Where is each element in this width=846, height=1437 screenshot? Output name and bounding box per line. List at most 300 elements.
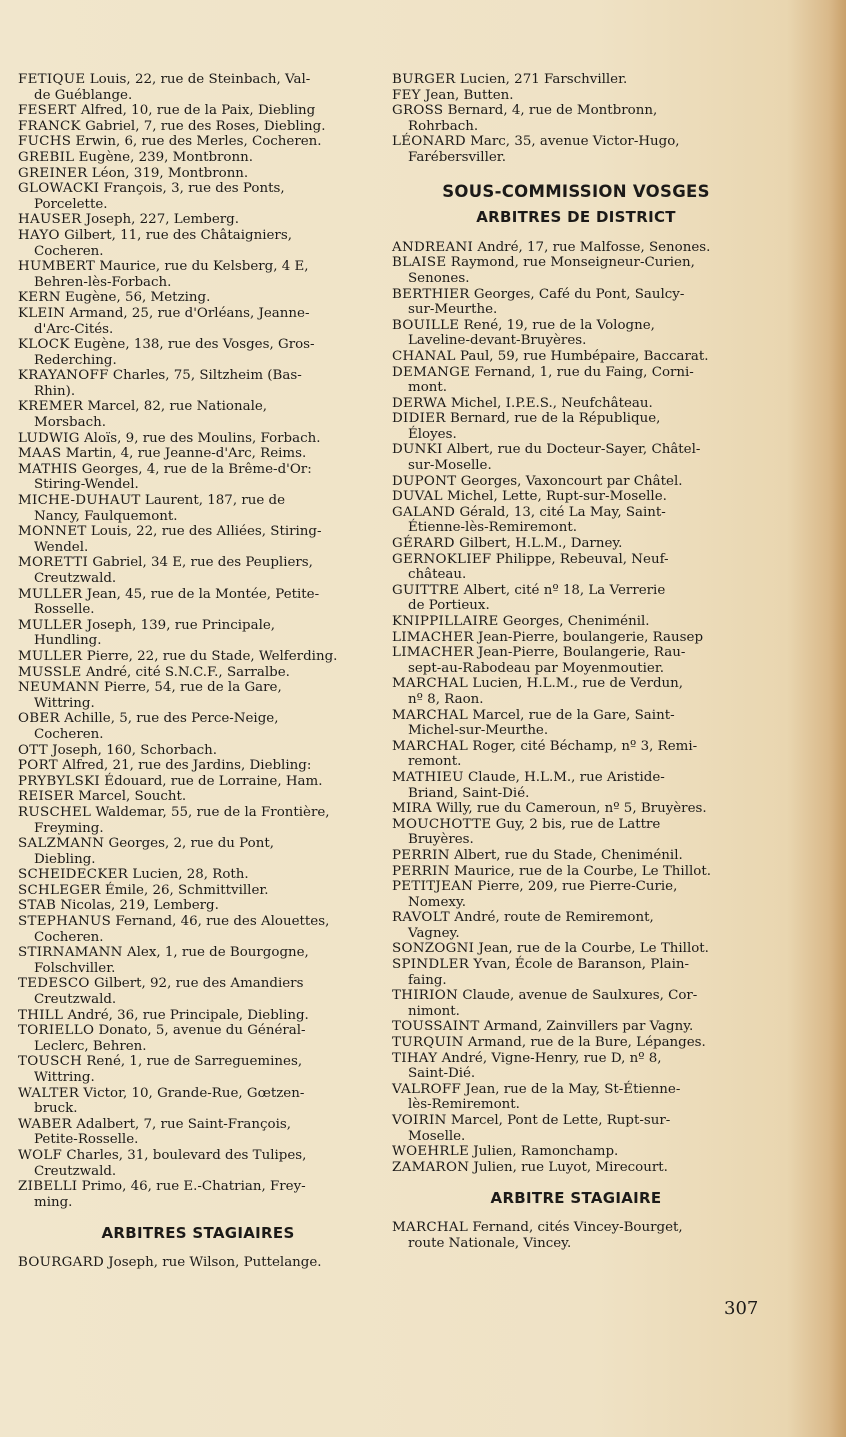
list-item [18, 150, 378, 166]
list-item [392, 318, 760, 349]
entry-details: Albert, rue du Docteur-Sayer, Châtel- [442, 442, 701, 458]
list-item [392, 134, 760, 165]
entry-details: Claude, avenue de Saulxures, Cor- [458, 988, 698, 1004]
entry-details: Jean, rue de la May, St-Étienne- [461, 1081, 681, 1097]
entry-surname: LUDWIG [18, 430, 80, 446]
entry-surname: MOUCHOTTE [392, 816, 492, 832]
entry-details: Jean, 45, rue de la Montée, Petite- [82, 586, 320, 602]
list-item [18, 368, 378, 399]
entry-continuation: d'Arc-Cités. [34, 321, 114, 337]
entry-surname: PRYBYLSKI [18, 773, 101, 789]
entry-details: René, 1, rue de Sarreguemines, [82, 1054, 303, 1070]
entry-continuation: de Portieux. [408, 598, 490, 614]
entry-details: Joseph, rue Wilson, Puttelange. [104, 1254, 322, 1270]
entry-details: Jean, rue de la Courbe, Le Thillot. [474, 941, 709, 957]
entry-surname: DIDIER [392, 411, 446, 427]
entry-details: Jean-Pierre, boulangerie, Rausep [473, 629, 704, 645]
list-item [392, 349, 760, 365]
entry-details: Marcel, Pont de Lette, Rupt-sur- [446, 1113, 671, 1128]
district-heading: ARBITRES DE DISTRICT [476, 208, 676, 227]
entry-details: Bernard, rue de la République, [445, 411, 661, 427]
entry-continuation: Creutzwald. [34, 571, 117, 586]
entry-continuation: Freyming. [34, 820, 104, 836]
list-item [18, 1117, 378, 1148]
entry-surname: STAB [18, 898, 57, 914]
list-item [392, 552, 760, 583]
entry-surname: TORIELLO [18, 1023, 95, 1039]
entry-surname: MONNET [18, 524, 87, 540]
list-item [18, 1086, 378, 1117]
entry-surname: KNIPPILLAIRE [392, 614, 499, 629]
list-item [392, 474, 760, 490]
entry-details: Adalbert, 7, rue Saint-François, [71, 1116, 292, 1132]
entry-continuation: Bruyères. [408, 832, 474, 848]
entry-details: André, Vigne-Henry, rue D, nº 8, [437, 1050, 662, 1066]
entry-details: Georges, 2, rue du Pont, [104, 836, 274, 852]
entry-continuation: Cocheren. [34, 243, 104, 259]
list-item [392, 910, 760, 941]
list-item [392, 630, 760, 646]
list-item [18, 290, 378, 306]
entry-details: Joseph, 227, Lemberg. [81, 212, 239, 228]
entry-details: Louis, 22, rue des Alliées, Stiring- [86, 524, 322, 540]
entry-continuation: Senones. [408, 270, 470, 286]
entry-surname: PERRIN [392, 863, 450, 879]
right-top-list [392, 72, 760, 166]
list-item [18, 649, 378, 665]
entry-surname: ZAMARON [392, 1159, 470, 1175]
entry-surname: SPINDLER [392, 957, 470, 973]
entry-details: Alex, 1, rue de Bourgogne, [122, 945, 309, 961]
entry-surname: MAAS [18, 446, 62, 462]
entry-details: Eugène, 138, rue des Vosges, Gros- [69, 337, 315, 353]
entry-details: Claude, H.L.M., rue Aristide- [463, 769, 665, 785]
entry-details: Willy, rue du Cameroun, nº 5, Bruyères. [431, 801, 707, 817]
list-item [18, 103, 378, 119]
entry-details: Georges, Cheniménil. [498, 614, 650, 629]
entry-details: Armand, 25, rue d'Orléans, Jeanne- [65, 305, 310, 321]
entry-details: Lucien, 28, Roth. [128, 867, 249, 883]
list-item [18, 945, 378, 976]
entry-surname: BURGER [392, 72, 456, 87]
entry-surname: RUSCHEL [18, 804, 92, 820]
list-item [392, 614, 760, 630]
list-item [18, 711, 378, 742]
entry-details: Roger, cité Béchamp, nº 3, Remi- [468, 738, 698, 754]
entry-surname: TOUSSAINT [392, 1019, 480, 1035]
entry-details: Marc, 35, avenue Victor-Hugo, [465, 134, 680, 150]
entry-surname: ZIBELLI [18, 1179, 78, 1195]
entry-details: René, 19, rue de la Vologne, [459, 317, 655, 333]
entry-details: Albert, rue du Stade, Cheniménil. [449, 847, 683, 863]
entry-continuation: ming. [34, 1194, 73, 1210]
entry-surname: FUCHS [18, 134, 72, 150]
entry-details: Philippe, Rebeuval, Neuf- [491, 551, 669, 567]
entry-details: Maurice, rue de la Courbe, Le Thillot. [449, 863, 711, 879]
entry-surname: TEDESCO [18, 976, 90, 992]
entry-continuation: sept-au-Rabodeau par Moyenmoutier. [408, 660, 665, 676]
entry-details: Émile, 26, Schmittviller. [100, 882, 269, 898]
list-item [18, 119, 378, 135]
entry-details: Albert, cité nº 18, La Verrerie [459, 582, 666, 598]
entry-continuation: nimont. [408, 1003, 460, 1019]
entry-details: Louis, 22, rue de Steinbach, Val- [85, 72, 311, 87]
entry-surname: KRAYANOFF [18, 368, 109, 384]
list-item [392, 676, 760, 707]
list-item [392, 1019, 760, 1035]
list-item [392, 1035, 760, 1051]
entry-continuation: Hundling. [34, 633, 102, 649]
entry-details: Gilbert, 92, rue des Amandiers [89, 976, 304, 992]
entry-continuation: faing. [408, 972, 447, 988]
list-item [18, 555, 378, 586]
entry-surname: MIRA [392, 801, 432, 817]
list-item [18, 758, 378, 774]
list-item [18, 72, 378, 103]
entry-surname: NEUMANN [18, 680, 100, 696]
entry-continuation: Rederching. [34, 352, 117, 368]
list-item [392, 941, 760, 957]
right-column [392, 72, 760, 1251]
entry-surname: MARCHAL [392, 707, 469, 723]
entry-details: Gérald, 13, cité La May, Saint- [455, 504, 666, 520]
entry-surname: GALAND [392, 504, 456, 520]
entry-details: Bernard, 4, rue de Montbronn, [443, 103, 658, 119]
entry-surname: VOIRIN [392, 1113, 447, 1128]
entry-surname: MUSSLE [18, 664, 82, 680]
list-item [18, 399, 378, 430]
entry-details: Joseph, 139, rue Principale, [82, 617, 276, 633]
list-item [18, 446, 378, 462]
entry-surname: HAUSER [18, 212, 82, 228]
list-item [392, 879, 760, 910]
list-item [18, 883, 378, 899]
entry-continuation: Wittring. [34, 695, 95, 711]
entry-details: Victor, 10, Grande-Rue, Gœtzen- [79, 1085, 305, 1101]
entry-details: Achille, 5, rue des Perce-Neige, [59, 711, 279, 727]
list-item [18, 898, 378, 914]
entry-surname: GREBIL [18, 149, 75, 165]
entry-surname: KERN [18, 290, 61, 306]
entry-surname: REISER [18, 789, 74, 805]
list-item [18, 181, 378, 212]
entry-continuation: Cocheren. [34, 726, 104, 742]
entry-surname: WOEHRLE [392, 1144, 470, 1160]
entry-details: Alfred, 10, rue de la Paix, Diebling [76, 103, 316, 119]
entry-continuation: nº 8, Raon. [408, 691, 484, 707]
entry-surname: MARCHAL [392, 676, 469, 692]
entry-continuation: Stiring-Wendel. [34, 477, 139, 493]
entry-surname: BLAISE [392, 255, 447, 271]
list-item [392, 103, 760, 134]
list-item [392, 72, 760, 88]
entry-continuation: sur-Meurthe. [408, 302, 498, 318]
list-item [392, 1144, 760, 1160]
entry-continuation: Nancy, Faulquemont. [34, 508, 178, 524]
entry-continuation: château. [408, 567, 467, 583]
list-item [392, 817, 760, 848]
entry-surname: DUPONT [392, 473, 457, 489]
entry-surname: OTT [18, 742, 48, 758]
entry-details: Joseph, 160, Schorbach. [48, 742, 217, 758]
list-item [392, 88, 760, 104]
list-item [392, 645, 760, 676]
entry-continuation: Moselle. [408, 1128, 466, 1144]
entry-surname: FRANCK [18, 118, 81, 134]
left-stagiaire-list [18, 1255, 378, 1271]
entry-surname: SCHEIDECKER [18, 867, 129, 883]
entry-continuation: route Nationale, Vincey. [408, 1235, 572, 1251]
list-item [392, 396, 760, 412]
entry-continuation: Rohrbach. [408, 118, 479, 134]
list-item [18, 665, 378, 681]
left-arbitre-list [18, 72, 378, 1210]
list-item [18, 337, 378, 368]
entry-surname: GERNOKLIEF [392, 551, 492, 567]
entry-continuation: Wendel. [34, 539, 89, 555]
entry-details: Maurice, rue du Kelsberg, 4 E, [95, 259, 309, 275]
entry-details: Julien, rue Luyot, Mirecourt. [469, 1159, 668, 1175]
list-item [18, 166, 378, 182]
entry-surname: VALROFF [392, 1081, 462, 1097]
left-stagiaires-heading: ARBITRES STAGIAIRES [101, 1224, 295, 1243]
list-item [18, 867, 378, 883]
stagiaire-heading: ARBITRE STAGIAIRE [490, 1189, 662, 1208]
entry-surname: WALTER [18, 1085, 80, 1101]
list-item [18, 587, 378, 618]
list-item [18, 743, 378, 759]
entry-details: Eugène, 239, Montbronn. [74, 149, 253, 165]
entry-surname: THILL [18, 1007, 64, 1023]
entry-surname: PETITJEAN [392, 879, 474, 895]
entry-details: Gilbert, 11, rue des Châtaigniers, [59, 227, 292, 243]
entry-surname: DERWA [392, 395, 447, 411]
entry-details: Gabriel, 7, rue des Roses, Diebling. [80, 118, 326, 134]
entry-continuation: Saint-Dié. [408, 1066, 476, 1082]
entry-details: Fernand, cités Vincey-Bourget, [468, 1219, 683, 1235]
entry-details: Lucien, H.L.M., rue de Verdun, [468, 676, 684, 692]
entry-surname: TOUSCH [18, 1054, 83, 1070]
entry-continuation: Wittring. [34, 1070, 95, 1085]
entry-details: André, cité S.N.C.F., Sarralbe. [81, 664, 290, 680]
list-item [392, 848, 760, 864]
entry-surname: ANDREANI [392, 239, 474, 255]
entry-details: Marcel, 82, rue Nationale, [83, 399, 268, 415]
entry-surname: OBER [18, 711, 60, 727]
entry-details: André, 36, rue Principale, Diebling. [63, 1007, 309, 1023]
entry-details: Eugène, 56, Metzing. [60, 290, 211, 306]
entry-surname: BOUILLE [392, 317, 460, 333]
entry-surname: RAVOLT [392, 910, 451, 926]
entry-details: Laurent, 187, rue de [140, 493, 286, 509]
entry-continuation: Cocheren. [34, 929, 104, 945]
entry-details: Guy, 2 bis, rue de Lattre [491, 816, 661, 832]
entry-surname: SALZMANN [18, 836, 105, 852]
entry-continuation: de Guéblange. [34, 87, 133, 103]
entry-surname: MARCHAL [392, 1219, 469, 1235]
entry-continuation: Rhin). [34, 383, 76, 399]
entry-details: Raymond, rue Monseigneur-Curien, [446, 255, 695, 271]
entry-continuation: Diebling. [34, 851, 96, 867]
entry-continuation: Michel-sur-Meurthe. [408, 723, 549, 739]
entry-surname: GLOWACKI [18, 181, 100, 197]
entry-surname: PERRIN [392, 847, 450, 863]
right-stagiaire-list [392, 1220, 760, 1251]
entry-details: André, route de Remiremont, [450, 910, 654, 926]
entry-surname: KLEIN [18, 305, 66, 321]
list-item [392, 365, 760, 396]
entry-details: André, 17, rue Malfosse, Senones. [473, 239, 711, 255]
list-item [392, 957, 760, 988]
list-item [18, 1023, 378, 1054]
list-item [18, 228, 378, 259]
list-item [18, 134, 378, 150]
list-item [392, 1051, 760, 1082]
section-title: SOUS-COMMISSION VOSGES [442, 181, 710, 201]
list-item [18, 1054, 378, 1085]
entry-surname: WABER [18, 1116, 72, 1132]
entry-details: Georges, 4, rue de la Brême-d'Or: [77, 461, 312, 477]
list-item [392, 489, 760, 505]
list-item [18, 431, 378, 447]
entry-details: Fernand, 1, rue du Faing, Corni- [470, 364, 694, 380]
list-item [18, 259, 378, 290]
entry-surname: BERTHIER [392, 286, 470, 302]
list-item [392, 583, 760, 614]
entry-continuation: Creutzwald. [34, 992, 117, 1008]
list-item [392, 988, 760, 1019]
list-item [18, 914, 378, 945]
list-item [18, 1148, 378, 1179]
list-item [18, 524, 378, 555]
entry-surname: MARCHAL [392, 738, 469, 754]
list-item [18, 1179, 378, 1210]
page-number: 307 [724, 1298, 759, 1319]
entry-details: Marcel, Soucht. [73, 789, 187, 805]
entry-continuation: sur-Moselle. [408, 458, 492, 474]
entry-details: Gabriel, 34 E, rue des Peupliers, [88, 555, 313, 571]
entry-surname: FETIQUE [18, 72, 86, 87]
entry-surname: DUVAL [392, 489, 443, 505]
entry-continuation: mont. [408, 380, 448, 396]
entry-continuation: Laveline-devant-Bruyères. [408, 333, 587, 349]
entry-surname: FESERT [18, 103, 77, 119]
entry-surname: KREMER [18, 399, 84, 415]
list-item [18, 680, 378, 711]
entry-details: Nicolas, 219, Lemberg. [56, 898, 219, 914]
entry-continuation: Leclerc, Behren. [34, 1038, 147, 1054]
entry-details: François, 3, rue des Ponts, [99, 181, 285, 197]
entry-details: Michel, I.P.E.S., Neufchâteau. [446, 395, 653, 411]
list-item [392, 536, 760, 552]
entry-details: Léon, 319, Montbronn. [87, 165, 249, 181]
list-item [392, 864, 760, 880]
entry-details: Waldemar, 55, rue de la Frontière, [91, 804, 330, 820]
list-item [392, 442, 760, 473]
entry-surname: KLOCK [18, 337, 70, 353]
entry-continuation: Folschviller. [34, 960, 116, 976]
entry-continuation: Vagney. [408, 925, 460, 941]
list-item [392, 240, 760, 256]
list-item [392, 801, 760, 817]
entry-details: Paul, 59, rue Humbépaire, Baccarat. [455, 348, 709, 364]
entry-surname: THIRION [392, 988, 459, 1004]
list-item [392, 287, 760, 318]
entry-details: Gilbert, H.L.M., Darney. [454, 536, 623, 552]
district-arbitre-list [392, 240, 760, 1176]
entry-continuation: Morsbach. [34, 415, 106, 431]
entry-details: Georges, Café du Pont, Saulcy- [469, 286, 685, 302]
list-item [392, 739, 760, 770]
left-column [18, 72, 378, 1271]
entry-details: Aloïs, 9, rue des Moulins, Forbach. [79, 430, 321, 446]
list-item [18, 836, 378, 867]
list-item [392, 1082, 760, 1113]
entry-details: Édouard, rue de Lorraine, Ham. [100, 773, 323, 789]
list-item [18, 462, 378, 493]
entry-details: Charles, 75, Siltzheim (Bas- [108, 368, 302, 384]
entry-surname: LÉONARD [392, 134, 466, 150]
list-item [392, 255, 760, 286]
entry-details: Charles, 31, boulevard des Tulipes, [62, 1147, 307, 1163]
entry-surname: LIMACHER [392, 645, 474, 661]
entry-continuation: Petite-Rosselle. [34, 1132, 139, 1148]
list-item [18, 306, 378, 337]
entry-details: Primo, 46, rue E.-Chatrian, Frey- [77, 1179, 306, 1195]
entry-continuation: Rosselle. [34, 602, 95, 618]
list-item [18, 976, 378, 1007]
list-item [18, 1008, 378, 1024]
entry-surname: SCHLEGER [18, 882, 101, 898]
list-item [392, 1160, 760, 1176]
entry-details: Pierre, 22, rue du Stade, Welferding. [82, 648, 338, 664]
entry-details: Fernand, 46, rue des Alouettes, [111, 914, 330, 930]
entry-surname: STEPHANUS [18, 914, 112, 930]
list-item [392, 708, 760, 739]
entry-surname: PORT [18, 758, 58, 774]
entry-surname: BOURGARD [18, 1254, 105, 1270]
entry-continuation: Éloyes. [408, 426, 457, 442]
entry-details: Armand, Zainvillers par Vagny. [479, 1019, 694, 1035]
entry-surname: MICHE-DUHAUT [18, 493, 141, 509]
entry-details: Lucien, 271 Farschviller. [455, 72, 628, 87]
entry-surname: GUITTRE [392, 582, 460, 598]
list-item [18, 618, 378, 649]
entry-surname: MULLER [18, 586, 83, 602]
entry-surname: TURQUIN [392, 1035, 464, 1051]
list-item [392, 770, 760, 801]
entry-continuation: lès-Remiremont. [408, 1097, 520, 1113]
entry-surname: MATHIEU [392, 769, 464, 785]
list-item [18, 212, 378, 228]
entry-continuation: Behren-lès-Forbach. [34, 274, 172, 290]
entry-surname: MATHIS [18, 461, 78, 477]
entry-surname: GROSS [392, 103, 444, 119]
entry-surname: SONZOGNI [392, 941, 475, 957]
entry-surname: FEY [392, 87, 421, 103]
entry-surname: DUNKI [392, 442, 443, 458]
entry-details: Pierre, 54, rue de la Gare, [99, 680, 282, 696]
entry-details: Jean-Pierre, Boulangerie, Rau- [473, 645, 686, 661]
entry-surname: CHANAL [392, 348, 456, 364]
entry-continuation: Porcelette. [34, 196, 108, 212]
entry-surname: GÉRARD [392, 536, 455, 552]
list-item [18, 789, 378, 805]
list-item [392, 1220, 760, 1251]
entry-surname: LIMACHER [392, 629, 474, 645]
entry-continuation: Nomexy. [408, 894, 466, 910]
entry-details: Julien, Ramonchamp. [469, 1144, 619, 1160]
